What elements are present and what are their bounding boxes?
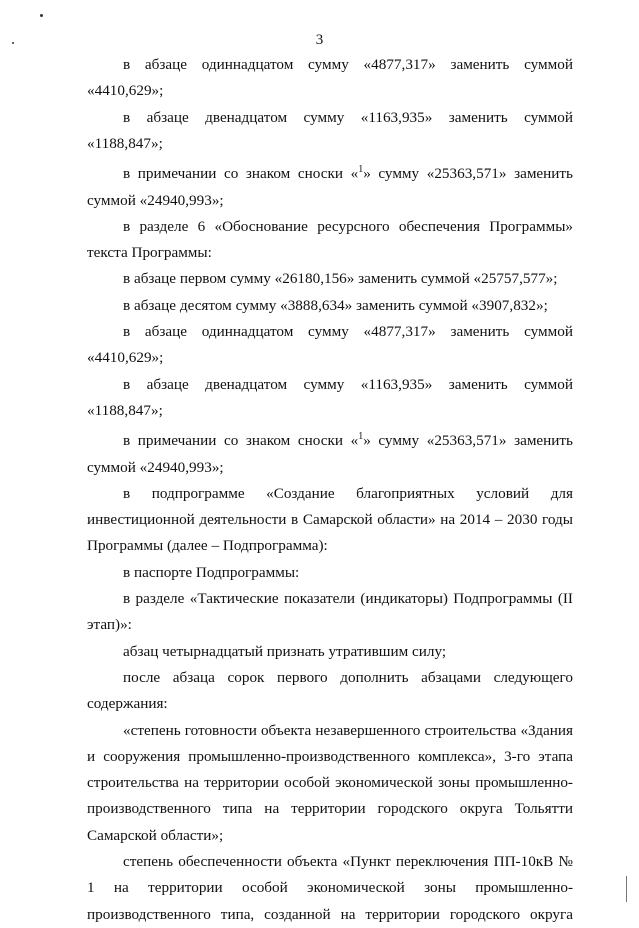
footnote-mark: 1 xyxy=(358,164,364,176)
paragraph-12: в разделе «Тактические показатели (индикаторы) Подпрограммы (II этап)»: xyxy=(87,590,573,634)
paragraph-9-text-after: » сумму «25363,571» заменить суммой «24940,993»; xyxy=(87,432,573,476)
page-number: 3 xyxy=(315,32,324,48)
paragraph-13: абзац четырнадцатый признать утратившим силу; xyxy=(123,642,447,660)
paragraph-1: в абзаце одиннадцатом сумму «4877,317» заменить суммой «4410,629»; xyxy=(87,56,573,100)
paragraph-5: в абзаце первом сумму «26180,156» заменить суммой «25757,577»; xyxy=(123,270,558,288)
paragraph-6: в абзаце десятом сумму «3888,634» заменить суммой «3907,832»; xyxy=(123,296,548,314)
paragraph-8: в абзаце двенадцатом сумму «1163,935» заменить суммой «1188,847»; xyxy=(87,375,573,419)
paragraph-9-text-before: в примечании со знаком сноски « xyxy=(123,432,359,450)
paragraph-3-text-after: » сумму «25363,571» заменить суммой «24940,993»; xyxy=(87,165,573,209)
scan-edge-mark xyxy=(626,876,627,902)
document-body xyxy=(87,52,573,928)
footnote-mark: 1 xyxy=(358,431,364,443)
paragraph-4: в разделе 6 «Обоснование ресурсного обеспечения Программы» текста Программы: xyxy=(87,217,573,262)
scan-speck xyxy=(40,14,43,17)
scan-speck xyxy=(12,42,14,44)
paragraph-14: после абзаца сорок первого дополнить абзацами следующего содержания: xyxy=(87,668,573,713)
paragraph-15: «степень готовности объекта незавершенного строительства «Здания и сооружения промышленно-производственного комплекса», 3-го этапа строительства на территории особой экономической зоны промышленно-производственного типа на территории городского округа Тольятти Самарской области»; xyxy=(87,721,573,844)
paragraph-7: в абзаце одиннадцатом сумму «4877,317» заменить суммой «4410,629»; xyxy=(87,323,573,367)
paragraph-10: в подпрограмме «Создание благоприятных условий для инвестиционной деятельности в Самарской области» на 2014 – 2030 годы Программы (далее – Подпрограмма): xyxy=(87,484,573,555)
paragraph-11: в паспорте Подпрограммы: xyxy=(123,563,300,581)
paragraph-9-footnote-note xyxy=(87,424,573,481)
paragraph-16: степень обеспеченности объекта «Пункт переключения ПП-10кВ № 1 на территории особой экономической зоны промышленно-производственного типа, созданной на территории городского округа xyxy=(87,853,573,923)
paragraph-3-text-before: в примечании со знаком сноски « xyxy=(123,165,359,183)
paragraph-2: в абзаце двенадцатом сумму «1163,935» заменить суммой «1188,847»; xyxy=(87,108,573,152)
paragraph-3-footnote-note xyxy=(87,157,573,214)
